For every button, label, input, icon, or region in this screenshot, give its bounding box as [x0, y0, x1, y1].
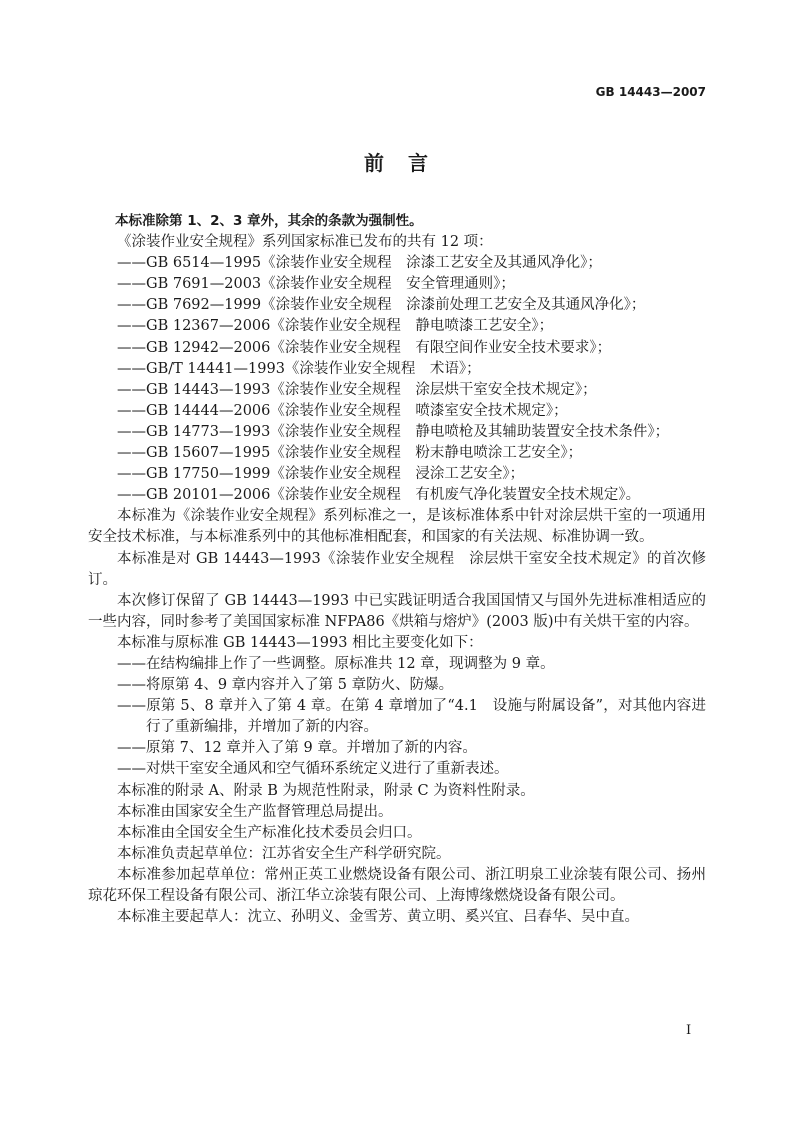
series-standard-item: ——GB 12942—2006《涂装作业安全规程 有限空间作业安全技术要求》； [117, 339, 612, 356]
revision-of-paragraph: 本标准是对 GB 14443—1993《涂装作业安全规程 涂层烘干室安全技术规定》的首次修订。 [88, 550, 706, 588]
page-number: I [686, 1023, 692, 1038]
series-standard-item: ——GB 20101—2006《涂装作业安全规程 有机废气净化装置安全技术规定》。 [117, 487, 641, 504]
change-item: ——将原第 4、9 章内容并入了第 5 章防火、防爆。 [117, 677, 454, 694]
annexes-paragraph: 本标准的附录 A、附录 B 为规范性附录，附录 C 为资料性附录。 [117, 782, 535, 799]
series-standard-item: ——GB 7692—1999《涂装作业安全规程 涂漆前处理工艺安全及其通风净化》； [117, 297, 646, 314]
series-standard-item: ——GB 14444—2006《涂装作业安全规程 喷漆室安全技术规定》； [117, 402, 568, 419]
proposed-by-paragraph: 本标准由国家安全生产监督管理总局提出。 [117, 803, 393, 820]
standard-code-header: GB 14443—2007 [595, 85, 706, 99]
series-standard-item: ——GB 17750—1999《涂装作业安全规程 浸涂工艺安全》； [117, 466, 525, 483]
series-standard-item: ——GB/T 14441—1993《涂装作业安全规程 术语》； [117, 360, 481, 377]
drafters-paragraph: 本标准主要起草人：沈立、孙明义、金雪芳、黄立明、奚兴宜、吕春华、吴中直。 [117, 909, 639, 926]
series-intro: 《涂装作业安全规程》系列国家标准已发布的共有 12 项： [117, 234, 493, 251]
change-item: ——在结构编排上作了一些调整。原标准共 12 章，现调整为 9 章。 [117, 655, 555, 672]
drafting-unit-paragraph: 本标准负责起草单位：江苏省安全生产科学研究院。 [117, 845, 451, 862]
series-standard-item: ——GB 14443—1993《涂装作业安全规程 涂层烘干室安全技术规定》； [117, 381, 597, 398]
centralized-by-paragraph: 本标准由全国安全生产标准化技术委员会归口。 [117, 824, 422, 841]
participating-units-paragraph: 本标准参加起草单位：常州正英工业燃烧设备有限公司、浙江明泉工业涂装有限公司、扬州琼花环保工程设备有限公司、浙江华立涂装有限公司、上海博缘燃烧设备有限公司。 [88, 866, 706, 904]
series-standard-item: ——GB 6514—1995《涂装作业安全规程 涂漆工艺安全及其通风净化》； [117, 255, 602, 272]
change-item: ——原第 5、8 章并入了第 4 章。在第 4 章增加了“4.1 设施与附属设备”，对其他内容进行了重新编排，并增加了新的内容。 [117, 698, 706, 736]
changes-intro: 本标准与原标准 GB 14443—1993 相比主要变化如下： [117, 634, 483, 651]
series-standard-item: ——GB 12367—2006《涂装作业安全规程 静电喷漆工艺安全》； [117, 318, 554, 335]
series-standard-item: ——GB 7691—2003《涂装作业安全规程 安全管理通则》； [117, 276, 515, 293]
preface-body [88, 211, 706, 928]
mandatory-clause: 本标准除第 1、2、3 章外，其余的条款为强制性。 [115, 213, 423, 229]
page-title: 前 言 [364, 151, 430, 175]
series-standard-item: ——GB 14773—1993《涂装作业安全规程 静电喷枪及其辅助装置安全技术条件》； [117, 423, 670, 440]
revision-basis-paragraph: 本次修订保留了 GB 14443—1993 中已实践证明适合我国国情又与国外先进标准相适应的一些内容，同时参考了美国国家标准 NFPA86《烘箱与熔炉》(2003 版)中有关烘干室的内容。 [88, 592, 706, 630]
series-standard-item: ——GB 15607—1995《涂装作业安全规程 粉末静电喷涂工艺安全》； [117, 445, 583, 462]
change-item: ——原第 7、12 章并入了第 9 章。并增加了新的内容。 [117, 740, 477, 757]
change-item: ——对烘干室安全通风和空气循环系统定义进行了重新表述。 [117, 761, 509, 778]
scope-paragraph: 本标准为《涂装作业安全规程》系列标准之一，是该标准体系中针对涂层烘干室的一项通用安全技术标准，与本标准系列中的其他标准相配套，和国家的有关法规、标准协调一致。 [88, 508, 706, 546]
